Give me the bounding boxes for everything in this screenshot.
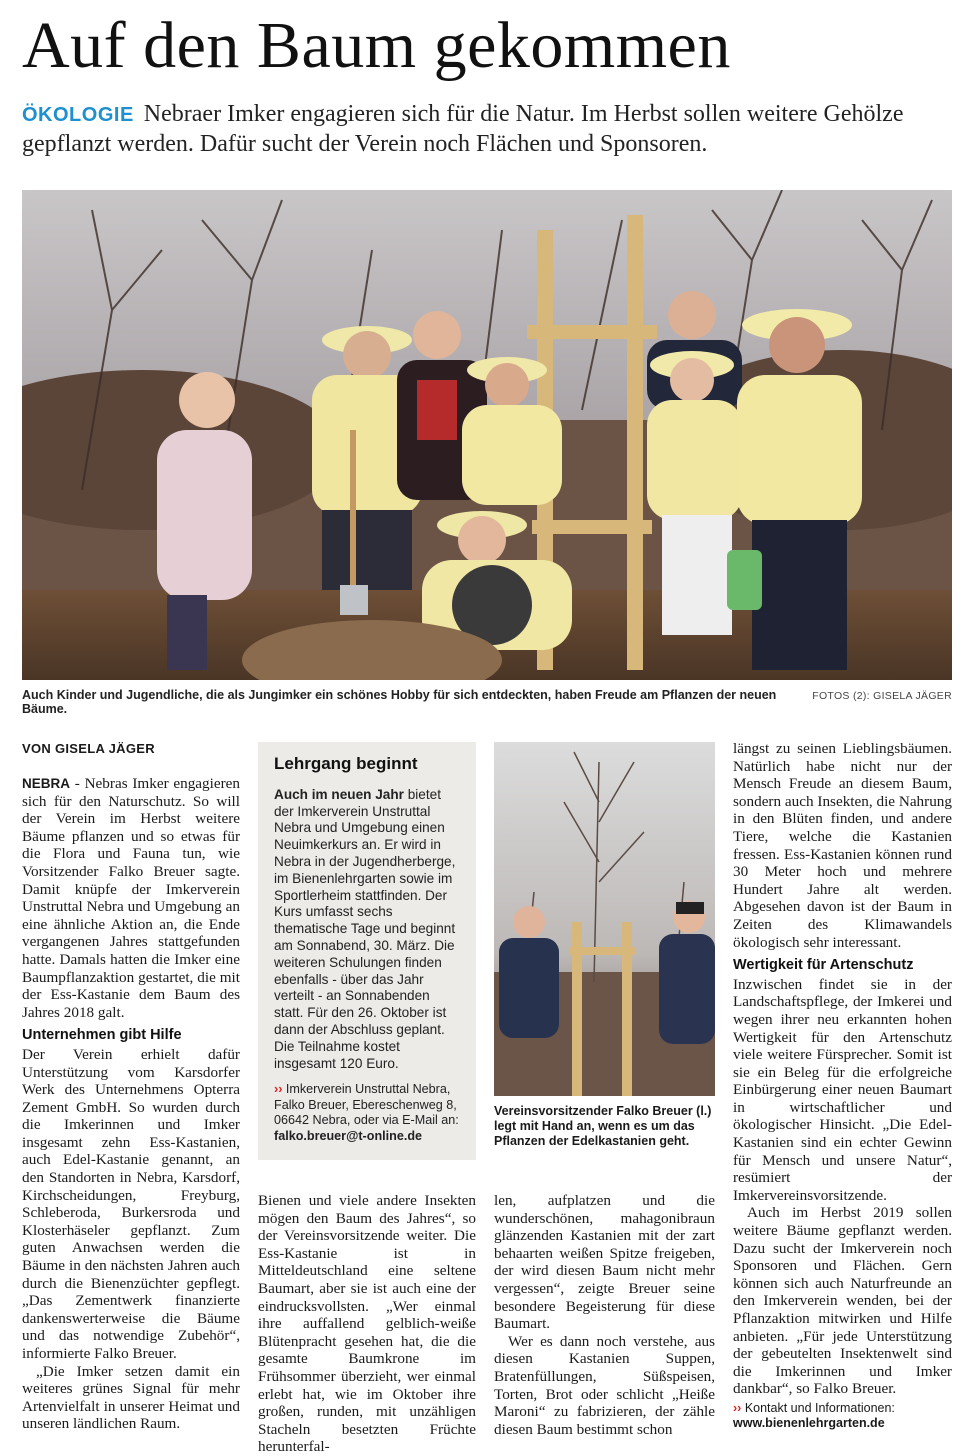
arrow-icon: ››: [733, 1400, 745, 1415]
infobox-email[interactable]: falko.breuer@t-online.de: [274, 1128, 423, 1143]
dek: [22, 100, 952, 159]
infobox-body: [274, 787, 460, 1073]
main-photo-caption: Auch Kinder und Jugendliche, die als Jungimker ein schönes Hobby für sich entdeckten, haben Freude am Pflanzen der neuen Bäume.: [22, 688, 777, 716]
article-column-3: [494, 1192, 715, 1438]
second-photo: [494, 742, 715, 1096]
paragraph-1-text: - Nebras Imker engagieren sich für den Naturschutz. So will der Verein im Herbst weitere Bäume pflanzen und so etwas für die Flora und Fauna tun, wie Vorsitzender Falko Breuer sagte. Damit knüpfe der Imkerverein Unstruttal Nebra und Umgebung an eine ähnliche Aktion an, die Ende vergangenen Jahres stattgefunden hatte. Damals hatten die Imker eine Baumpflanzaktion gestartet, die mit der Ess-Kastanie dem Baum des Jahres 2018 galt.: [22, 775, 240, 1021]
infobox-contact: [274, 1082, 460, 1144]
headline: Auf den Baum gekommen: [22, 9, 731, 82]
kicker: ÖKOLOGIE: [22, 104, 134, 126]
paragraph-2: Der Verein erhielt dafür Unterstützung vom Karsdorfer Werk des Unternehmens Opterra Zement GmbH. So wurden durch die Imkerinnen und Imker insgesamt zehn Ess-Kastanien, auch Edel-Kastanie genannt, an den Standorten in Nebra, Karsdorf, Kirchscheidungen, Freyburg, Schleberoda, Burkersroda und Klosterhäseler gepflanzt. Zum guten Anwachsen werden die Bäume in den nächsten Jahren auch durch die Bienenzüchter gepflegt. „Das Zementwerk finanzierte dankenswerterweise die Bäume und das notwendige Zubehör“, informierte Falko Breuer.: [22, 1045, 240, 1362]
main-photo-illustration: [22, 190, 952, 680]
subhead-1: Unternehmen gibt Hilfe: [22, 1027, 182, 1044]
arrow-icon: ››: [274, 1082, 286, 1097]
contact-info: [733, 1401, 952, 1431]
paragraph-6: Wer es dann noch verstehe, aus diesen Kastanien Suppen, Bratenfüllungen, Süßspeisen, Torten, Brot oder schlicht „Heiße Maroni“ zu fabrizieren, der zähle diesen Baum bestimmt schon: [494, 1332, 715, 1438]
infobox-title: Lehrgang beginnt: [274, 754, 418, 773]
dek-text: Nebraer Imker engagieren sich für die Natur. Im Herbst sollen weitere Gehölze gepflanzt werden. Dafür sucht der Verein noch Flächen und Sponsoren.: [22, 101, 904, 157]
second-photo-illustration: [494, 742, 715, 1096]
byline-text: VON GISELA JÄGER: [22, 741, 155, 756]
infobox: [258, 742, 476, 1160]
dateline: NEBRA: [22, 776, 71, 791]
paragraph-9: Auch im Herbst 2019 sollen weitere Bäume gepflanzt werden. Dazu sucht der Imkerverein noch Sponsoren und Flächen. Gern können sich auch Naturfreunde an den Imkerverein wenden, bei der Pflanzaktion mitwirken und Hilfe anbieten. „Für jede Unterstützung der gebeutelten Insektenwelt sind die Imkerinnen und Imker dankbar“, so Falko Breuer.: [733, 1204, 952, 1398]
infobox-lead: Auch im neuen Jahr: [274, 786, 404, 802]
contact-url[interactable]: www.bienenlehrgarten.de: [733, 1415, 885, 1430]
main-photo: [22, 190, 952, 680]
paragraph-7: längst zu seinen Lieblingsbäumen. Natürlich habe nicht nur der Mensch Freude an diesem Baum, sondern auch Insekten, die Nahrung in den Blüten finden, und andere Tiere, welche die Kastanien fressen. Ess-Kastanien können rund 30 Meter hoch und mehrere Hundert Jahre alt werden. Abgesehen davon ist der Baum in Zeiten des Klimawandels ökologisch sehr interessant.: [733, 740, 952, 951]
subhead-2: Wertigkeit für Artenschutz: [733, 957, 914, 974]
article-column-2: [258, 1192, 476, 1456]
article-column-1: [22, 775, 240, 1433]
paragraph-1: [22, 775, 240, 1021]
second-photo-caption: Vereinsvorsitzender Falko Breuer (l.) legt mit Hand an, wenn es um das Pflanzen der Edelkastanien geht.: [494, 1104, 712, 1148]
photo-credit: FOTOS (2): GISELA JÄGER: [812, 690, 952, 702]
paragraph-5: len, aufplatzen und die wunderschönen, mahagonibraun glänzenden Kastanien mit der zart behaarten weißen Spitze freigeben, der wird diesen Baum nicht mehr vergessen“, zeigte Breuer seine besondere Begeisterung für diese Baumart.: [494, 1192, 715, 1333]
byline: [22, 740, 242, 758]
paragraph-3: „Die Imker setzen damit ein weiteres grünes Signal für mehr Artenvielfalt in unserer Heimat und unseren ländlichen Raum.: [22, 1362, 240, 1433]
paragraph-8: Inzwischen findet sie in der Landschaftspflege, der Imkerei und wegen ihrer neu erkannten hohen Wertigkeit für den Artenschutz viele weitere Fürsprecher. Somit ist sie ein Beleg für die erfolgreiche Einbürgerung einer neuen Baumart in wirtschaftlicher und ökologischer Hinsicht. „Die Edel-Kastanien sind ein echter Gewinn für Mensch und unsere Natur“, resümiert der Imkervereinsvorsitzende.: [733, 975, 952, 1204]
article-column-4: [733, 740, 952, 1431]
contact-label: Kontakt und Informationen:: [744, 1400, 895, 1415]
infobox-text: bietet der Imkerverein Unstruttal Nebra und Umgebung einen Neuimkerkurs an. Er wird in Nebra in der Jugendherberge, im Bienenlehrgarten sowie im Sportlerheim stattfinden. Der Kurs umfasst sechs thematische Tage und beginnt am Sonnabend, 30. März. Die weiteren Schulungen finden ebenfalls - über das Jahr verteilt - an Sonnabenden statt. Für den 26. Oktober ist dann der Abschluss geplant. Die Teilnahme kostet insgesamt 120 Euro.: [274, 786, 456, 1071]
paragraph-4: Bienen und viele andere Insekten mögen den Baum des Jahres“, so der Vereinsvorsitzende weiter. Die Ess-Kastanie ist in Mitteldeutschland eine seltene Baumart, aber sie ist auch eine der eindrucksvollsten. „Wer einmal ihre auffallend gelblich-weiße Blütenpracht gesehen hat, die die gesamte Baumkrone im Frühsommer überzieht, wer einmal erlebt hat, wie im Oktober ihre großen, runden, mit unzähligen Stacheln besetzten Früchte herunterfal-: [258, 1192, 476, 1456]
infobox-foot: Imkerverein Unstruttal Nebra, Falko Breuer, Ebereschenweg 8, 06642 Nebra, oder via E-Mail an:: [274, 1082, 459, 1128]
